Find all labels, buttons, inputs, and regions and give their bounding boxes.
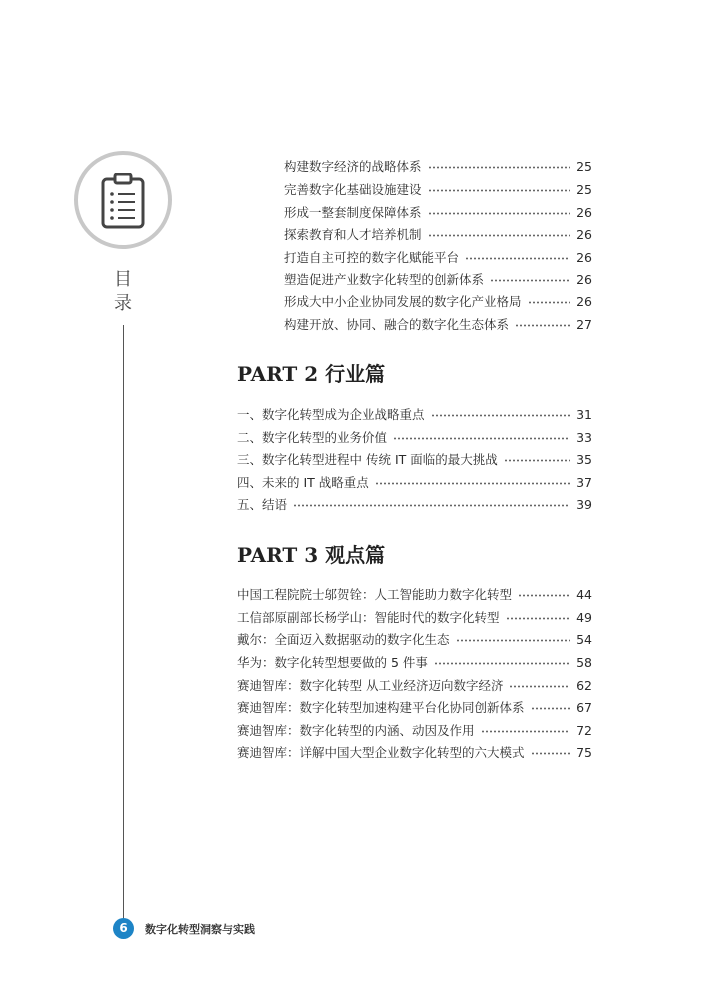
side-label-char-1: 目 [114,269,132,290]
toc-entry[interactable] [284,270,592,290]
toc-entry-page: 25 [576,182,592,197]
toc-entry-page: 44 [576,587,592,602]
toc-entry-page: 75 [576,745,592,760]
toc-entry[interactable] [237,473,592,493]
dot-leader [431,414,571,417]
toc-entry-title: 四、未来的 IT 战略重点 [237,475,369,490]
page-number-badge: 6 [113,918,134,939]
toc-entry[interactable] [284,292,592,312]
dot-leader [428,212,571,215]
toc-entry-page: 72 [576,723,592,738]
toc-entry-title: 赛迪智库：数字化转型加速构建平台化协同创新体系 [237,700,525,715]
toc-entry[interactable] [284,248,592,268]
toc-entry-page: 26 [576,227,592,242]
toc-entry[interactable] [284,180,592,200]
toc-entry[interactable] [284,315,592,335]
toc-entry-page: 37 [576,475,592,490]
dot-leader [428,166,571,169]
footer-book-title: 数字化转型洞察与实践 [145,923,255,936]
toc-entry-title: 一、数字化转型成为企业战略重点 [237,407,425,422]
dot-leader [428,234,571,237]
toc-entry-title: 赛迪智库：详解中国大型企业数字化转型的六大模式 [237,745,525,760]
toc-entry-title: 完善数字化基础设施建设 [284,182,422,197]
dot-leader [509,685,570,688]
toc-entry[interactable] [237,653,592,673]
toc-entry-title: 打造自主可控的数字化赋能平台 [284,250,460,265]
dot-leader [393,437,570,440]
side-label-char-2: 录 [114,293,132,314]
toc-entry[interactable] [237,721,592,741]
clipboard-list-icon [101,173,145,229]
toc-entry[interactable] [284,225,592,245]
toc-entry-page: 58 [576,655,592,670]
toc-entry[interactable] [237,428,592,448]
toc-entry-title: 戴尔：全面迈入数据驱动的数字化生态 [237,632,450,647]
dot-leader [528,301,571,304]
toc-side-label [110,268,136,316]
toc-entry-title: 构建数字经济的战略体系 [284,159,422,174]
dot-leader [481,730,571,733]
toc-entry-page: 31 [576,407,592,422]
toc-entry-page: 26 [576,294,592,309]
toc-entry[interactable] [237,698,592,718]
toc-entry-page: 33 [576,430,592,445]
toc-entry[interactable] [284,203,592,223]
dot-leader [518,594,570,597]
dot-leader [490,279,570,282]
toc-entry-title: 形成大中小企业协同发展的数字化产业格局 [284,294,522,309]
toc-entry[interactable] [237,405,592,425]
dot-leader [465,257,570,260]
toc-entry-title: 构建开放、协同、融合的数字化生态体系 [284,317,510,332]
part-3-heading: PART 3 观点篇 [237,543,386,567]
toc-entry-page: 67 [576,700,592,715]
dot-leader [506,617,571,620]
vertical-divider [123,325,124,920]
dot-leader [375,482,570,485]
toc-entry[interactable] [284,157,592,177]
toc-entry-page: 27 [576,317,592,332]
dot-leader [456,639,571,642]
dot-leader [515,324,570,327]
toc-entry-title: 工信部原副部长杨学山：智能时代的数字化转型 [237,610,500,625]
toc-entry-title: 二、数字化转型的业务价值 [237,430,388,445]
dot-leader [293,504,570,507]
toc-entry-page: 62 [576,678,592,693]
toc-entry-title: 塑造促进产业数字化转型的创新体系 [284,272,485,287]
toc-icon-circle [74,151,172,249]
toc-entry[interactable] [237,495,592,515]
toc-entry[interactable] [237,743,592,763]
toc-entry-page: 26 [576,205,592,220]
toc-entry-title: 赛迪智库：数字化转型 从工业经济迈向数字经济 [237,678,504,693]
toc-entry[interactable] [237,676,592,696]
toc-entry-page: 35 [576,452,592,467]
dot-leader [504,459,570,462]
toc-entry[interactable] [237,630,592,650]
toc-entry-title: 五、结语 [237,497,288,512]
toc-entry-page: 26 [576,250,592,265]
dot-leader [434,662,570,665]
toc-entry-title: 探索教育和人才培养机制 [284,227,422,242]
toc-entry[interactable] [237,450,592,470]
toc-entry-title: 赛迪智库：数字化转型的内涵、动因及作用 [237,723,475,738]
toc-entry-page: 25 [576,159,592,174]
toc-entry-page: 54 [576,632,592,647]
dot-leader [428,189,571,192]
toc-entry-title: 华为：数字化转型想要做的 5 件事 [237,655,428,670]
toc-entry-title: 中国工程院院士邬贺铨：人工智能助力数字化转型 [237,587,513,602]
toc-entry[interactable] [237,608,592,628]
dot-leader [531,707,571,710]
toc-entry-title: 三、数字化转型进程中 传统 IT 面临的最大挑战 [237,452,498,467]
toc-entry-title: 形成一整套制度保障体系 [284,205,422,220]
toc-entry-page: 39 [576,497,592,512]
part-2-heading: PART 2 行业篇 [237,362,386,386]
toc-entry[interactable] [237,585,592,605]
dot-leader [531,752,571,755]
toc-entry-page: 26 [576,272,592,287]
toc-entry-page: 49 [576,610,592,625]
